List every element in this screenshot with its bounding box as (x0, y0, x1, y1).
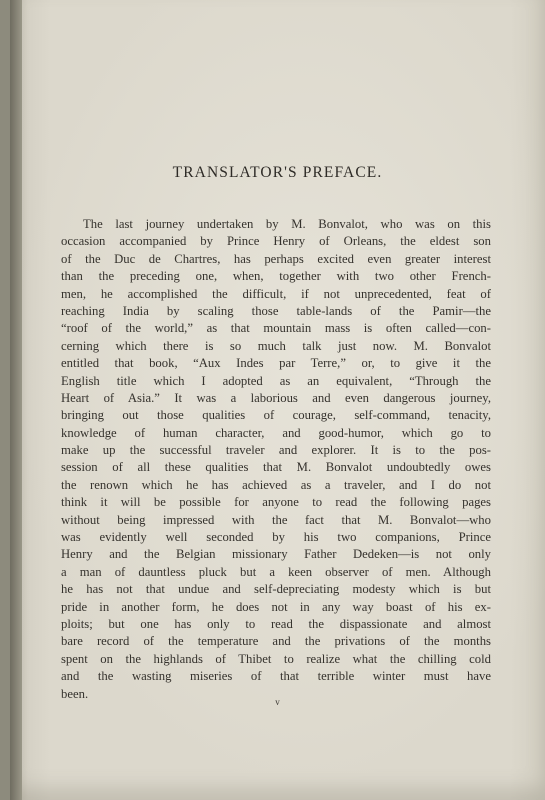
text-line: and the wasting miseries of that terrible winter must have (61, 669, 491, 684)
text-line: bringing out those qualities of courage, self-command, tenacity, (61, 408, 491, 423)
book-page (10, 0, 545, 800)
text-line: reaching India by scaling those table-lands of the Pamir—the (61, 303, 491, 318)
text-line: Henry and the Belgian missionary Father Dedeken—is not only (61, 547, 491, 562)
text-line: he has not that undue and self-depreciating modesty which is but (61, 582, 491, 597)
text-line: Heart of Asia.” It was a laborious and even dangerous journey, (61, 390, 491, 405)
text-line: pride in another form, he does not in any way boast of his ex- (61, 599, 491, 614)
text-line: cerning which there is so much talk just now. M. Bonvalot (61, 338, 491, 353)
text-line: session of all these qualities that M. Bonvalot undoubtedly owes (61, 460, 491, 475)
text-line: The last journey undertaken by M. Bonvalot, who was on this (83, 217, 491, 231)
text-line: bare record of the temperature and the privations of the months (61, 634, 491, 649)
text-line: men, he accomplished the difficult, if not unprecedented, feat of (61, 286, 491, 301)
text-line: the renown which he has achieved as a traveler, and I do not (61, 477, 491, 492)
preface-title: TRANSLATOR'S PREFACE. (172, 164, 383, 181)
text-line: think it will be possible for anyone to read the following pages (61, 495, 491, 510)
text-line: spent on the highlands of Thibet to realize what the chilling cold (61, 651, 491, 666)
text-line: English title which I adopted as an equivalent, “Through the (61, 373, 491, 388)
text-line: was evidently well seconded by his two companions, Prince (61, 530, 491, 545)
text-line: ploits; but one has only to read the dispassionate and almost (61, 616, 491, 631)
signature-mark: v (275, 697, 280, 707)
text-line: been. (61, 686, 89, 701)
text-line: knowledge of human character, and good-humor, which go to (61, 425, 491, 440)
text-line: a man of dauntless pluck but a keen observer of men. Although (61, 564, 491, 579)
book-spine-edge (10, 0, 22, 800)
text-line: without being impressed with the fact that M. Bonvalot—who (61, 512, 491, 527)
text-line: than the preceding one, when, together with two other French- (61, 269, 491, 284)
text-line: occasion accompanied by Prince Henry of Orleans, the eldest son (61, 234, 491, 249)
text-line: “roof of the world,” as that mountain mass is often called—con- (61, 321, 491, 336)
preface-body (61, 216, 491, 703)
text-line: of the Duc de Chartres, has perhaps excited even greater interest (61, 251, 491, 266)
text-line: entitled that book, “Aux Indes par Terre,” or, to give it the (61, 356, 491, 371)
text-line: make up the successful traveler and explorer. It is to the pos- (61, 443, 491, 458)
